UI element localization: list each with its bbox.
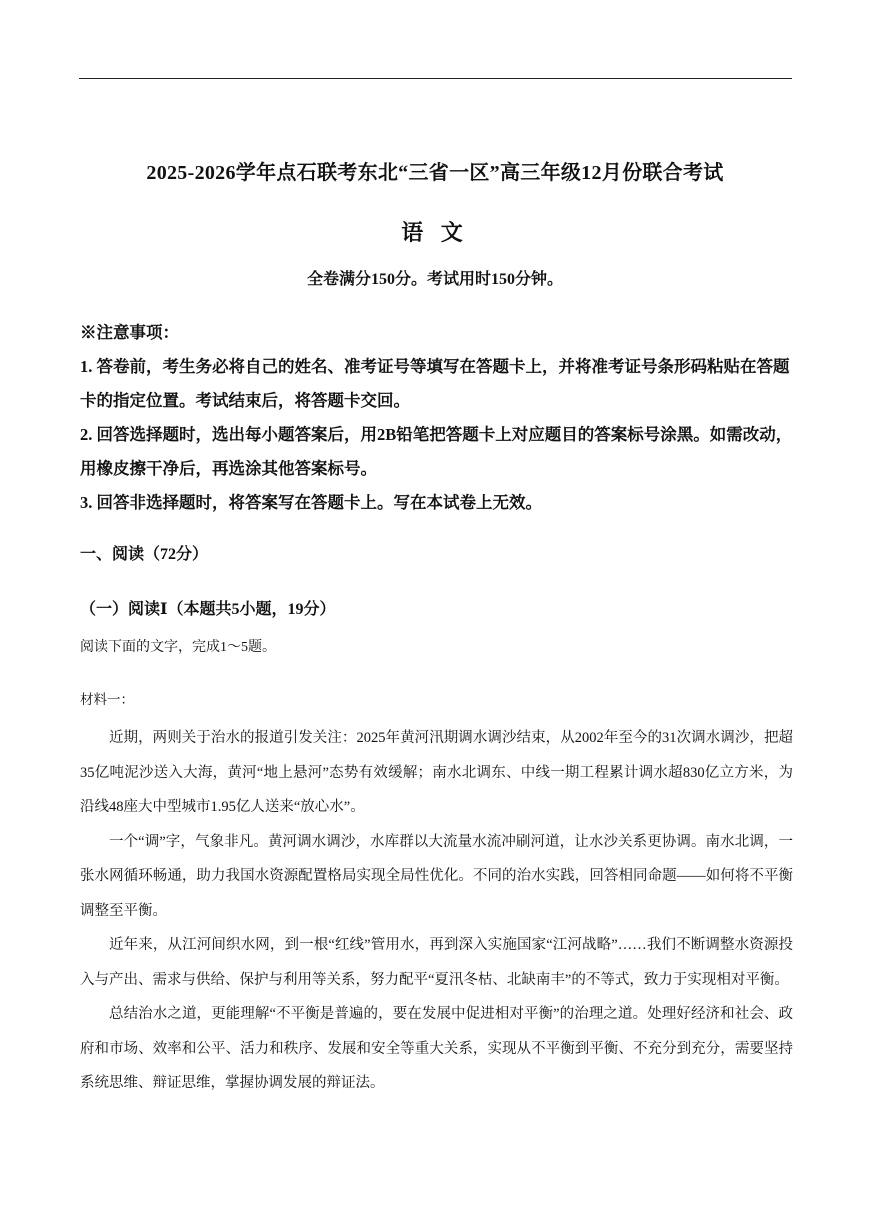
note-item-3: 3. 回答非选择题时，将答案写在答题卡上。写在本试卷上无效。 [80, 493, 542, 512]
header-rule [79, 78, 792, 79]
paragraph: 近年来，从江河间织水网，到一根“红线”管用水，再到深入实施国家“江河战略”……我们不断调整水资源投入与产出、需求与供给、保护与利用等关系，努力配平“夏汛冬枯、北缺南丰”的不等式，致力于实现相对平衡。 [80, 937, 793, 988]
material-body [80, 721, 793, 1101]
score-info: 全卷满分150分。考试用时150分钟。 [306, 271, 563, 288]
reading-instruction: 阅读下面的文字，完成1～5题。 [80, 640, 276, 655]
notes-heading: ※注意事项： [80, 323, 179, 342]
section-heading: 一、阅读（72分） [80, 546, 209, 563]
material-label: 材料一： [80, 692, 134, 707]
notes-block [80, 316, 795, 520]
subject-title: 语 文 [401, 220, 469, 245]
paragraph: 一个“调”字，气象非凡。黄河调水调沙，水库群以大流量水流冲刷河道，让水沙关系更协调。南水北调，一张水网循环畅通，助力我国水资源配置格局实现全局性优化。不同的治水实践，回答相同命题——如何将不平衡调整至平衡。 [80, 833, 793, 919]
exam-title: 2025-2026学年点石联考东北“三省一区”高三年级12月份联合考试 [146, 162, 724, 184]
note-item-1: 1. 答卷前，考生务必将自己的姓名、准考证号等填写在答题卡上，并将准考证号条形码粘贴在答题卡的指定位置。考试结束后，将答题卡交回。 [80, 357, 790, 410]
subsection-heading: （一）阅读Ⅰ（本题共5小题，19分） [80, 601, 336, 618]
note-item-2: 2. 回答选择题时，选出每小题答案后，用2B铅笔把答题卡上对应题目的答案标号涂黑。如需改动，用橡皮擦干净后，再选涂其他答案标号。 [80, 425, 793, 478]
paragraph: 近期，两则关于治水的报道引发关注：2025年黄河汛期调水调沙结束，从2002年至今的31次调水调沙，把超35亿吨泥沙送入大海，黄河“地上悬河”态势有效缓解；南水北调东、中线一期工程累计调水超830亿立方米，为沿线48座大中型城市1.95亿人送来“放心水”。 [80, 730, 793, 815]
paragraph: 总结治水之道，更能理解“不平衡是普遍的，要在发展中促进相对平衡”的治理之道。处理好经济和社会、政府和市场、效率和公平、活力和秩序、发展和安全等重大关系，实现从不平衡到平衡、不充分到充分，需要坚持系统思维、辩证思维，掌握协调发展的辩证法。 [80, 1006, 793, 1091]
